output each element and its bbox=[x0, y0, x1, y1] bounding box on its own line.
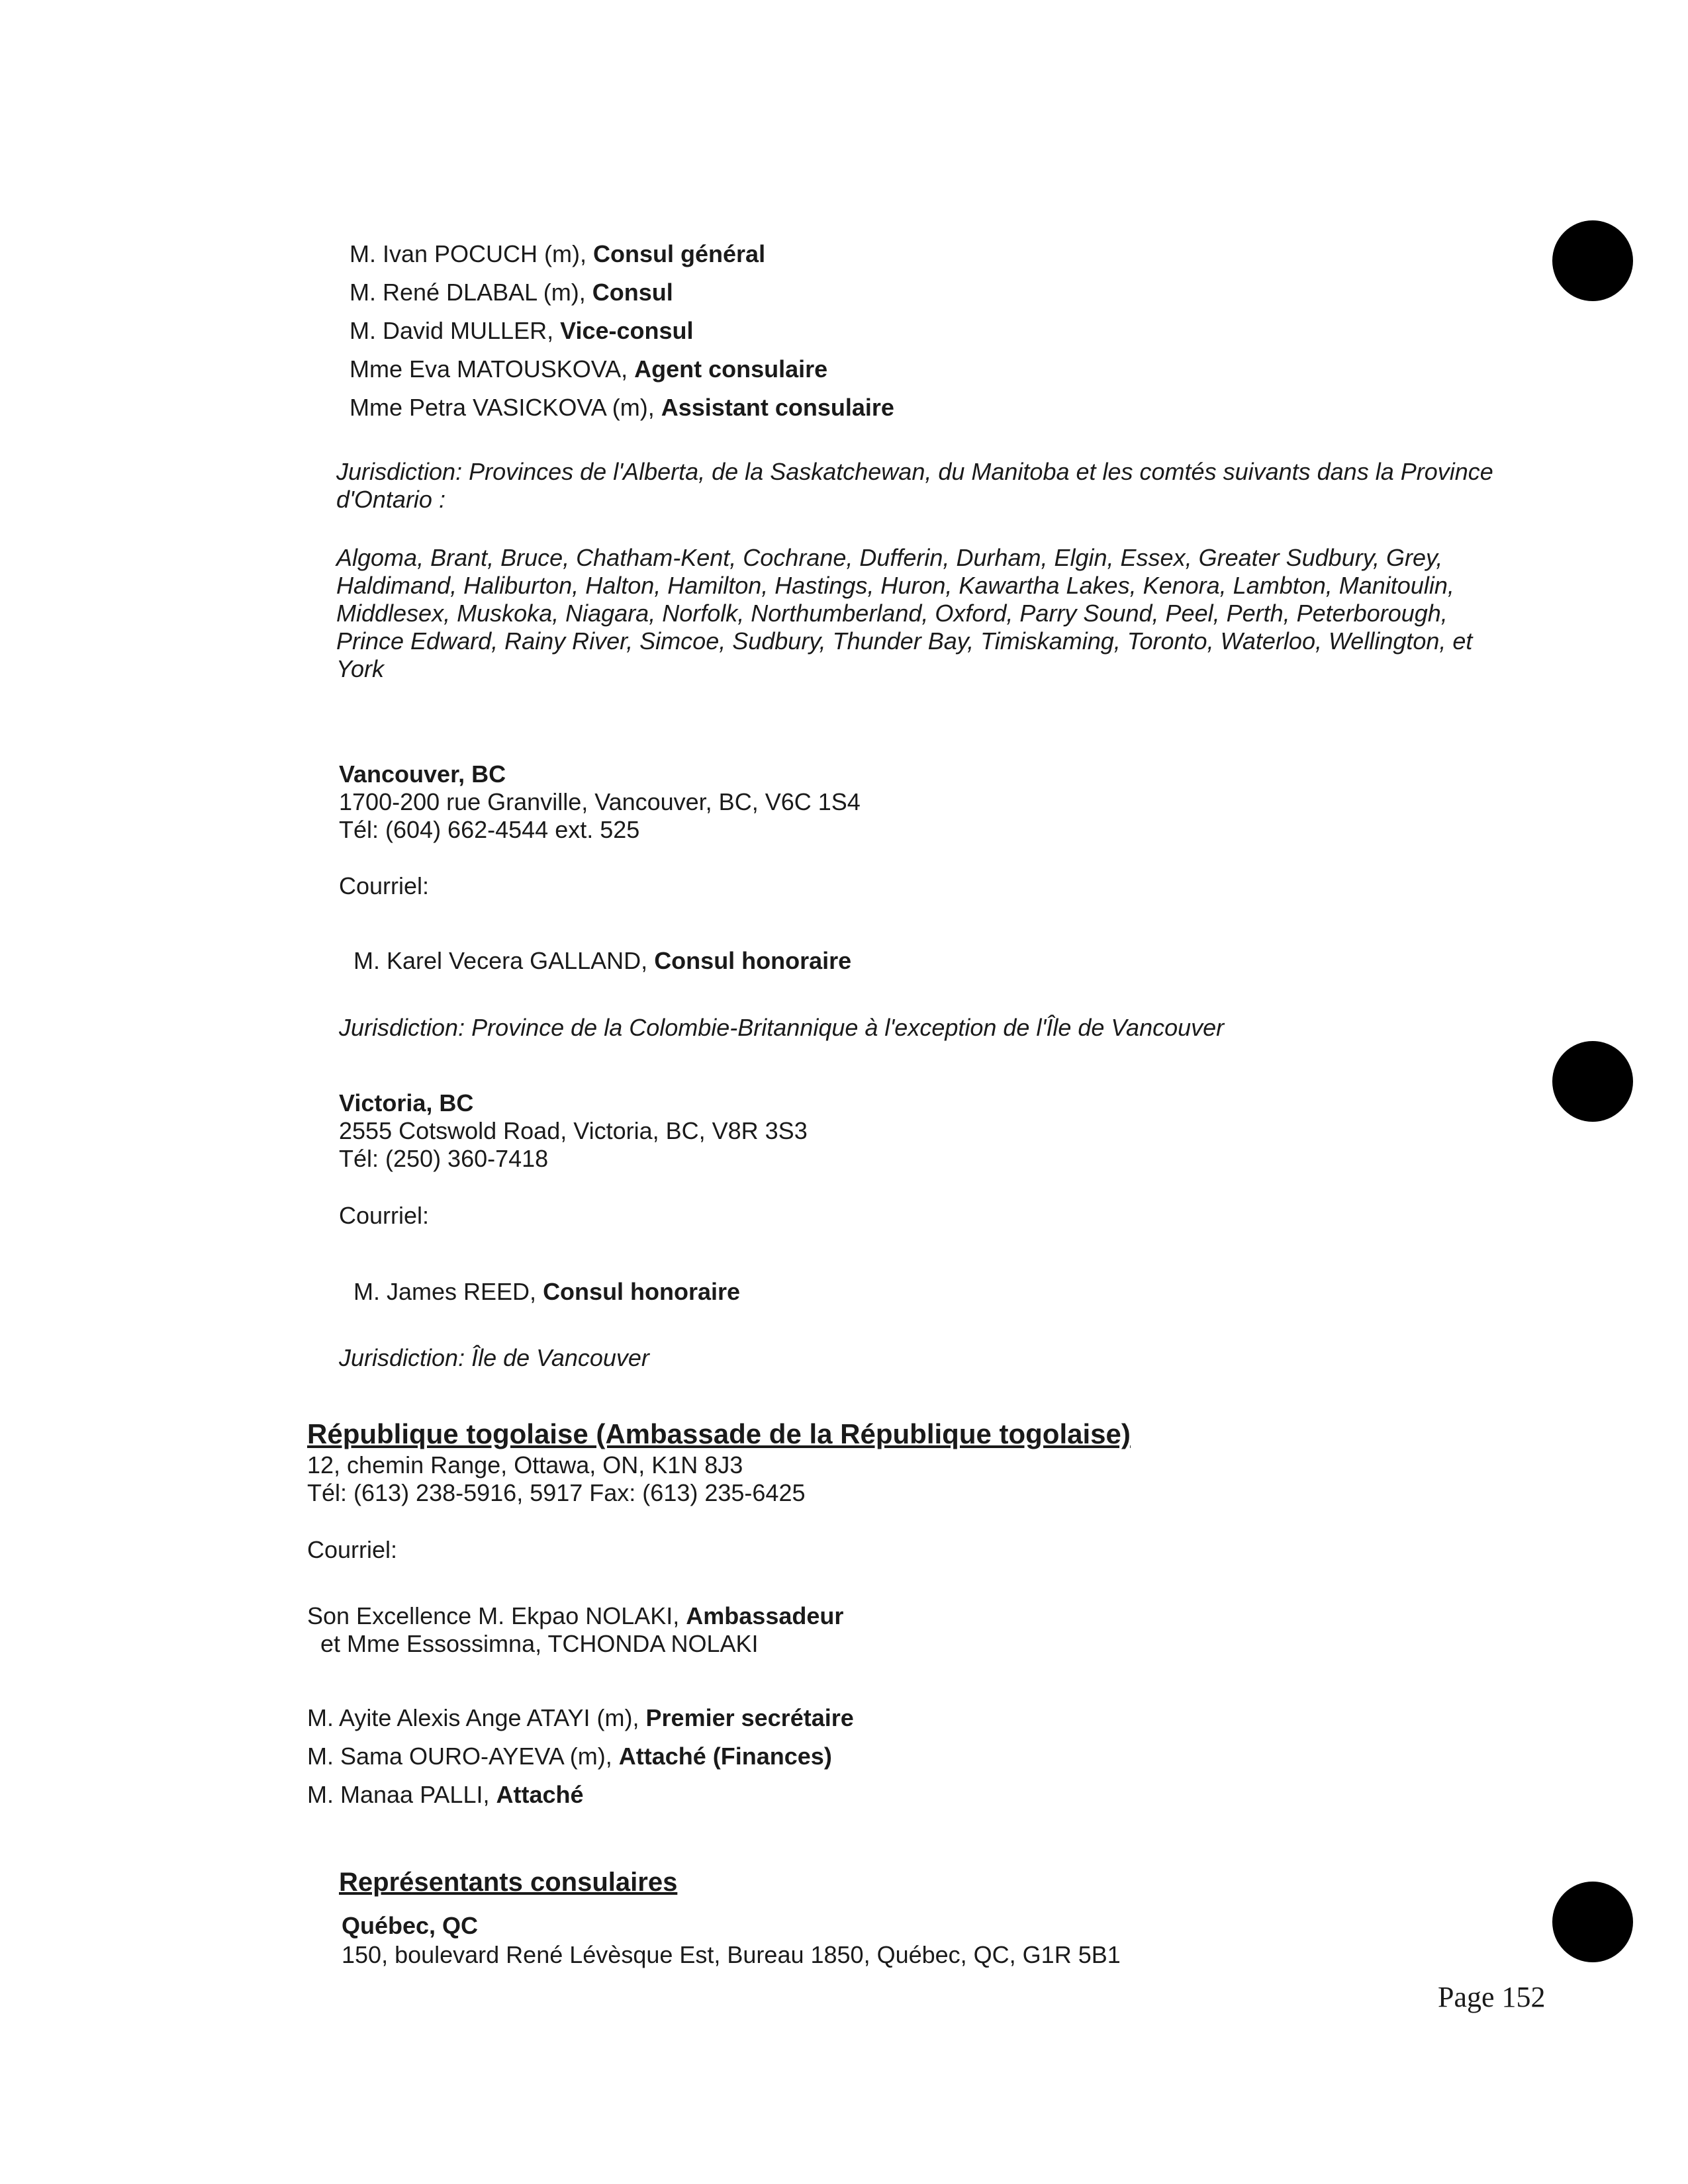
vancouver-phone: Tél: (604) 662-4544 ext. 525 bbox=[339, 816, 640, 843]
staff-line: M. Sama OURO-AYEVA (m), Attaché (Finances) bbox=[307, 1743, 832, 1770]
quebec-address: 150, boulevard René Lévèsque Est, Bureau 1850, Québec, QC, G1R 5B1 bbox=[342, 1941, 1121, 1968]
togo-ambassador-spouse: et Mme Essossimna, TCHONDA NOLAKI bbox=[320, 1630, 759, 1657]
staff-line: M. René DLABAL (m), Consul bbox=[350, 279, 673, 306]
vancouver-city: Vancouver, BC bbox=[339, 760, 506, 788]
togo-ambassador: Son Excellence M. Ekpao NOLAKI, Ambassadeur bbox=[307, 1602, 844, 1629]
togo-email-label: Courriel: bbox=[307, 1536, 398, 1563]
binder-hole-middle bbox=[1552, 1041, 1633, 1122]
consular-heading: Représentants consulaires bbox=[339, 1868, 678, 1897]
staff-line: Mme Petra VASICKOVA (m), Assistant consulaire bbox=[350, 394, 894, 421]
jurisdiction-provinces: Jurisdiction: Provinces de l'Alberta, de la Saskatchewan, du Manitoba et les comtés suivants dans la Province d'Ontario : bbox=[336, 458, 1493, 513]
victoria-jurisdiction: Jurisdiction: Île de Vancouver bbox=[339, 1344, 649, 1371]
togo-staff-list bbox=[307, 1704, 854, 1819]
vancouver-consul: M. Karel Vecera GALLAND, Consul honoraire bbox=[353, 947, 852, 974]
victoria-city: Victoria, BC bbox=[339, 1089, 474, 1116]
staff-line: M. David MULLER, Vice-consul bbox=[350, 317, 694, 344]
togo-address: 12, chemin Range, Ottawa, ON, K1N 8J3 bbox=[307, 1451, 743, 1479]
binder-hole-bottom bbox=[1552, 1882, 1633, 1962]
togo-phone: Tél: (613) 238-5916, 5917 Fax: (613) 235-6425 bbox=[307, 1479, 806, 1506]
binder-hole-top bbox=[1552, 220, 1633, 301]
vancouver-email-label: Courriel: bbox=[339, 872, 430, 899]
staff-line: M. Manaa PALLI, Attaché bbox=[307, 1781, 584, 1808]
quebec-city: Québec, QC bbox=[342, 1912, 479, 1939]
staff-list-top bbox=[350, 240, 894, 432]
victoria-consul: M. James REED, Consul honoraire bbox=[353, 1278, 741, 1305]
jurisdiction-counties: Algoma, Brant, Bruce, Chatham-Kent, Cochrane, Dufferin, Durham, Elgin, Essex, Greater Sudbury, Grey, Haldimand, Haliburton, Halton, Hamilton, Hastings, Huron, Kawartha Lakes, Kenora, Lambton, Manitoulin, Middlesex, Muskoka, Niagara, Norfolk, Northumberland, Oxford, Parry Sound, Peel, Perth, Peterborough, Prince Edward, Rainy River, Simcoe, Sudbury, Thunder Bay, Timiskaming, Toronto, Waterloo, Wellington, et York bbox=[336, 544, 1473, 682]
staff-line: M. Ayite Alexis Ange ATAYI (m), Premier secrétaire bbox=[307, 1704, 854, 1731]
staff-line: M. Ivan POCUCH (m), Consul général bbox=[350, 240, 766, 267]
togo-heading: République togolaise (Ambassade de la République togolaise) bbox=[307, 1418, 1131, 1449]
page-number: Page 152 bbox=[1438, 1981, 1546, 2013]
vancouver-address: 1700-200 rue Granville, Vancouver, BC, V6C 1S4 bbox=[339, 788, 861, 815]
staff-line: Mme Eva MATOUSKOVA, Agent consulaire bbox=[350, 355, 828, 383]
victoria-phone: Tél: (250) 360-7418 bbox=[339, 1145, 549, 1172]
victoria-email-label: Courriel: bbox=[339, 1202, 430, 1229]
vancouver-jurisdiction: Jurisdiction: Province de la Colombie-Britannique à l'exception de l'Île de Vancouver bbox=[339, 1014, 1225, 1041]
victoria-address: 2555 Cotswold Road, Victoria, BC, V8R 3S3 bbox=[339, 1117, 808, 1144]
